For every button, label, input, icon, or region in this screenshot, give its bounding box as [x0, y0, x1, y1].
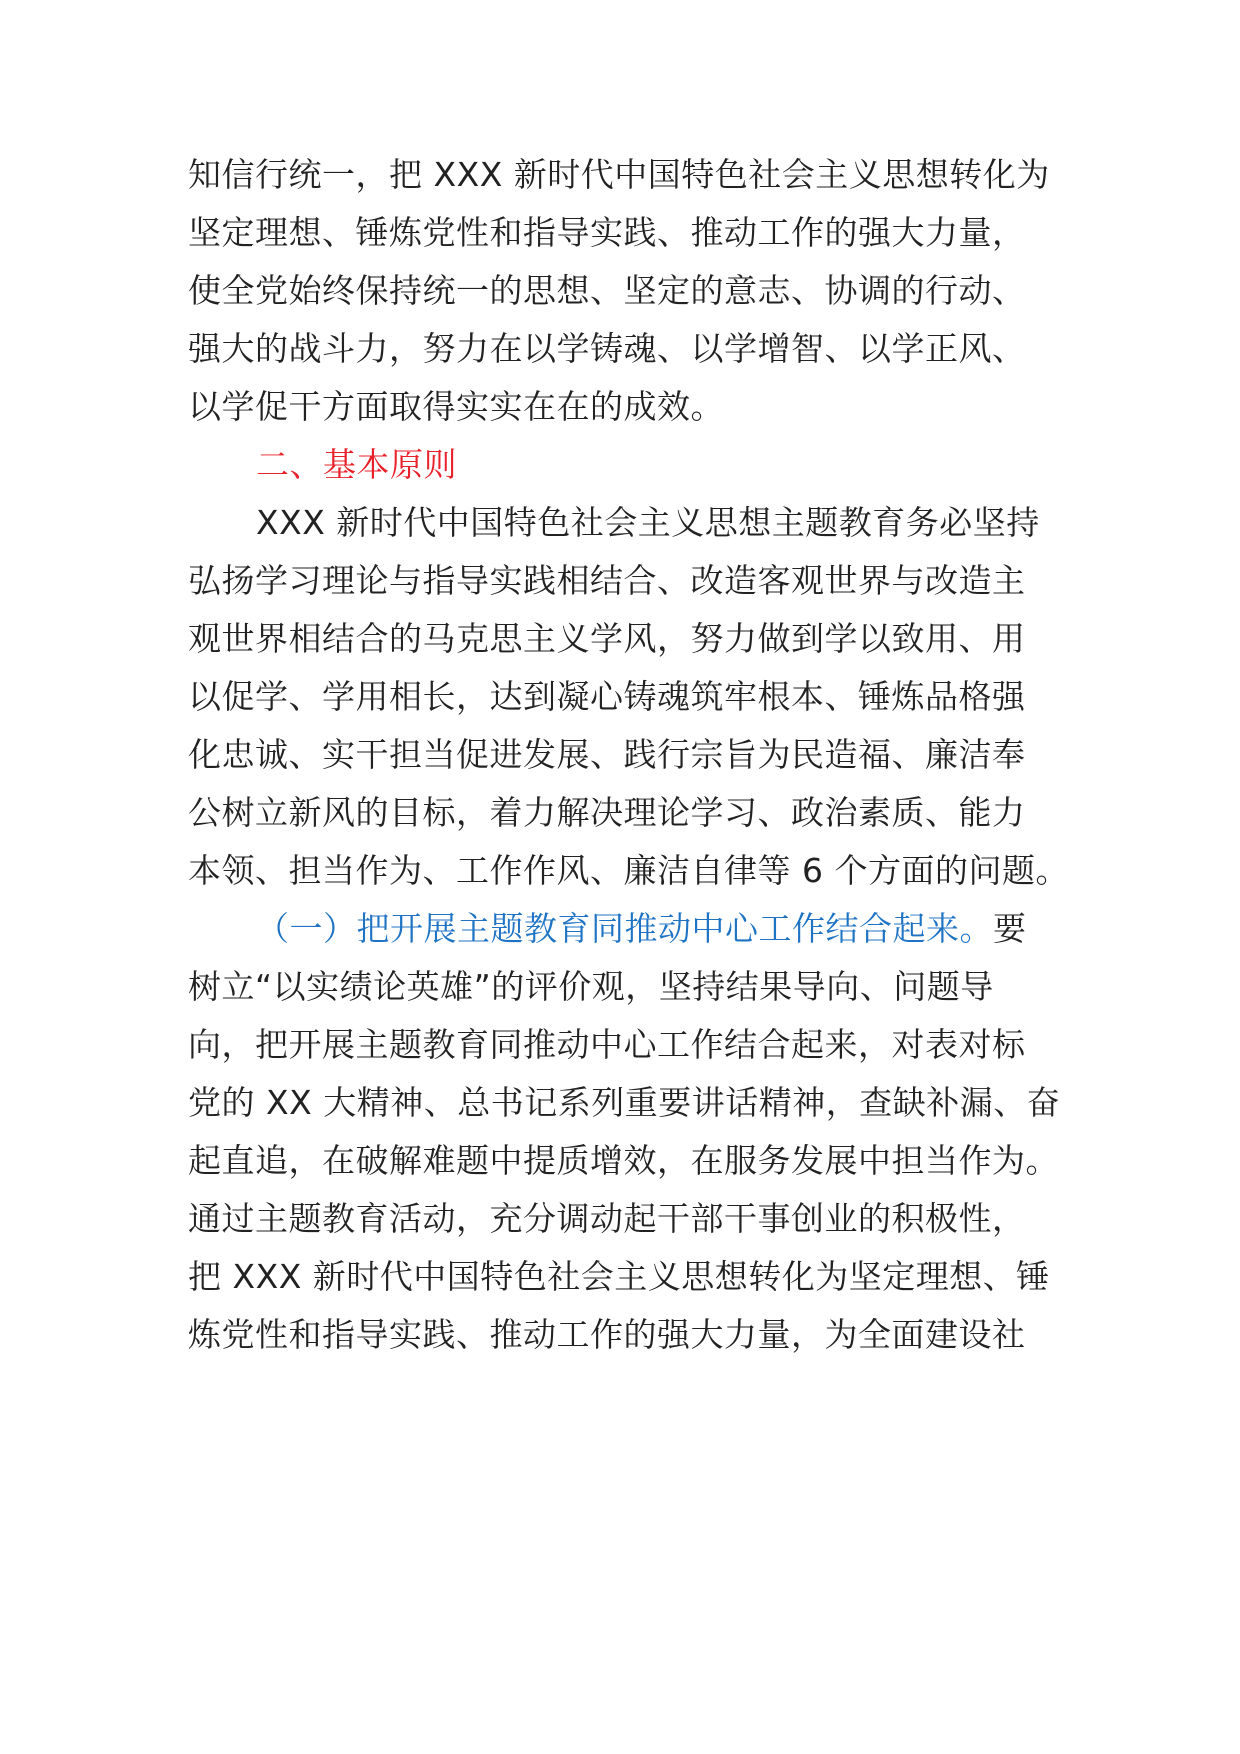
body-text-line: 使全党始终保持统一的思想、坚定的意志、协调的行动、	[188, 271, 1026, 310]
body-text-line: 弘扬学习理论与指导实践相结合、改造客观世界与改造主	[188, 561, 1026, 600]
body-text-line: XXX 新时代中国特色社会主义思想主题教育务必坚持	[256, 503, 1040, 542]
subheading: （一）把开展主题教育同推动中心工作结合起来。	[256, 909, 993, 948]
body-text-line: 以促学、学用相长，达到凝心铸魂筑牢根本、锤炼品格强	[188, 677, 1026, 716]
body-text-line: 公树立新风的目标，着力解决理论学习、政治素质、能力	[188, 793, 1026, 832]
body-text-line: 强大的战斗力，努力在以学铸魂、以学增智、以学正风、	[188, 329, 1026, 368]
body-text-line: 知信行统一，把 XXX 新时代中国特色社会主义思想转化为	[188, 155, 1050, 194]
body-text-line: 炼党性和指导实践、推动工作的强大力量，为全面建设社	[188, 1315, 1026, 1354]
body-text-line: 树立“以实绩论英雄”的评价观，坚持结果导向、问题导	[188, 967, 994, 1006]
subheading-tail: 要	[993, 909, 1027, 948]
body-text-line: 本领、担当作为、工作作风、廉洁自律等 6 个方面的问题。	[188, 851, 1069, 890]
body-text-line: 起直追，在破解难题中提质增效，在服务发展中担当作为。	[188, 1141, 1059, 1180]
body-text-line: 通过主题教育活动，充分调动起干部干事创业的积极性，	[188, 1199, 1026, 1238]
body-text-line: 党的 XX 大精神、总书记系列重要讲话精神，查缺补漏、奋	[188, 1083, 1061, 1122]
body-text-line: 以学促干方面取得实实在在的成效。	[188, 387, 724, 426]
body-text-line: 化忠诚、实干担当促进发展、践行宗旨为民造福、廉洁奉	[188, 735, 1026, 774]
body-text-line: 坚定理想、锤炼党性和指导实践、推动工作的强大力量，	[188, 213, 1026, 252]
body-text-line: 把 XXX 新时代中国特色社会主义思想转化为坚定理想、锤	[188, 1257, 1050, 1296]
section-heading: 二、基本原则	[256, 445, 457, 484]
body-text-line: 观世界相结合的马克思主义学风，努力做到学以致用、用	[188, 619, 1026, 658]
subheading-line	[256, 909, 1027, 949]
body-text-line: 向，把开展主题教育同推动中心工作结合起来，对表对标	[188, 1025, 1026, 1064]
